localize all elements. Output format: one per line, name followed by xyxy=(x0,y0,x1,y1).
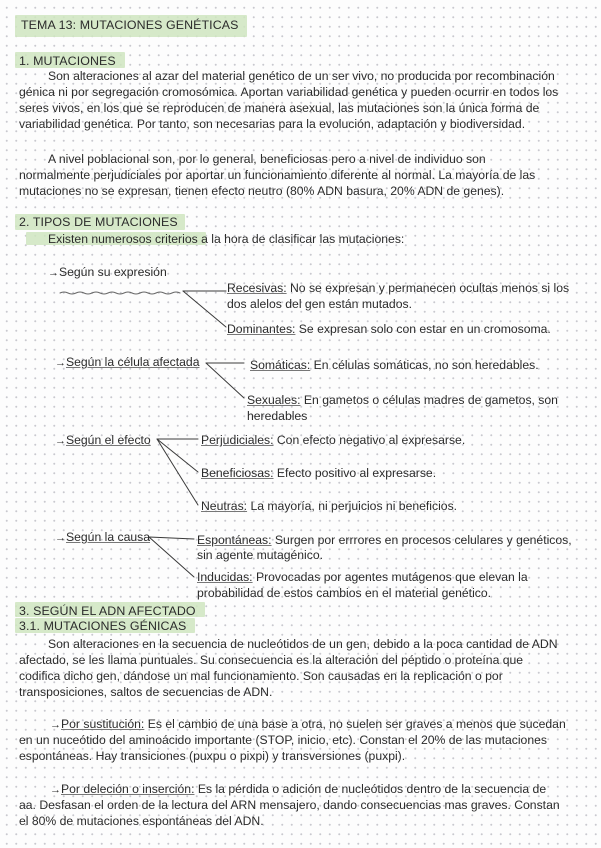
arrow-icon: → xyxy=(48,267,59,279)
causa-branch-line xyxy=(149,537,194,577)
sustitucion-text: Es el cambio de una base a otra, no suelen ser graves a menos que sucedan xyxy=(144,717,566,731)
delecion-term: Por deleción o inserción: xyxy=(61,782,195,796)
dominantes-text: Se expresan solo con estar en un cromosoma. xyxy=(295,322,551,336)
section-1-heading: 1. MUTACIONES xyxy=(19,54,116,68)
section-1-paragraph-2-line-3: mutaciones no se expresan, tienen efecto neutro (80% ADN basura, 20% ADN de genes). xyxy=(19,184,505,198)
beneficiosas-text: Efecto positivo al expresarse. xyxy=(273,466,437,480)
section-3-1-heading: 3.1. MUTACIONES GÉNICAS xyxy=(19,619,187,633)
criterion-expresion-text: Según su expresión xyxy=(59,265,167,279)
inducidas-line-2: probabilidad de estos cambios en el material genético. xyxy=(197,586,492,600)
dominantes-term: Dominantes: xyxy=(227,322,296,336)
efecto-branch-line xyxy=(157,439,198,505)
section-1-paragraph-2-line-1: A nivel poblacional son, por lo general, beneficiosas pero a nivel de individuo son xyxy=(48,152,486,166)
sexuales-line-2: heredables xyxy=(247,409,308,423)
section-1-paragraph-1-line-3: seres vivos, en los que se reproducen de manera asexual, las mutaciones son la única forma de xyxy=(19,101,540,115)
inducidas-text: Provocadas por agentes mutágenos que elevan la xyxy=(252,570,528,584)
efecto-branch-line xyxy=(157,439,198,472)
delecion-text: Es la pérdida o adición de nucleótidos dentro de la secuencia de xyxy=(194,782,547,796)
perjudiciales-text: Con efecto negativo al expresarse. xyxy=(273,433,466,447)
sexuales-text: En gametos o células madres de gametos, son xyxy=(300,393,558,407)
section-3-heading: 3. SEGÚN EL ADN AFECTADO xyxy=(19,604,196,618)
section-3-paragraph-line-1: Son alteraciones en la secuencia de nucleótidos de un gen, debido a la poca cantidad de ADN xyxy=(48,637,558,651)
recesivas-text: No se expresan y permanecen ocultas menos si los xyxy=(286,281,570,295)
sustitucion-line-2: en un nuceótido del aminoácido importante (STOP, inicio, etc). Constan el 20% de las mutaciones xyxy=(19,733,547,747)
section-3-paragraph-line-4: transposiciones, saltos de secuencias de ADN. xyxy=(19,685,273,699)
arrow-icon: → xyxy=(55,435,66,447)
criterion-celula-text: Según la célula afectada xyxy=(66,355,200,369)
section-1-paragraph-1-line-1: Son alteraciones al azar del material genético de un ser vivo, no producida por recombinación xyxy=(48,69,555,83)
criterion-causa-text: Según la causa xyxy=(66,530,151,544)
page-title: TEMA 13: MUTACIONES GENÉTICAS xyxy=(21,18,239,32)
arrow-icon: → xyxy=(50,784,61,796)
espontaneas-line-2: sin agente mutagénico. xyxy=(197,548,324,562)
neutras-text: La mayoría, ni perjuicios ni beneficios. xyxy=(247,499,458,513)
arrow-icon: → xyxy=(50,719,61,731)
arrow-icon: → xyxy=(55,357,66,369)
section-1-paragraph-2-line-2: normalmente perjudiciales por aportar un funcionamiento diferente al normal. La mayoría de las xyxy=(19,168,536,182)
sustitucion-term: Por sustitución: xyxy=(61,717,145,731)
arrow-icon: → xyxy=(55,532,66,544)
celula-branch-line xyxy=(206,363,244,398)
espontaneas-term: Espontáneas: xyxy=(197,533,272,547)
section-2-intro: Existen numerosos criterios a la hora de clasificar las mutaciones: xyxy=(48,232,405,246)
sustitucion-line-3: espontáneas. Hay transiciones (puxpu o pixpi) y transversiones (puxpi). xyxy=(19,749,406,763)
perjudiciales-term: Perjudiciales: xyxy=(201,433,274,447)
section-1-paragraph-1-line-2: génica ni por segregación cromosómica. Aportan variabilidad genética y pueden ocurrir en todos los xyxy=(19,85,559,99)
causa-branch-line xyxy=(149,537,194,539)
somaticas-term: Somáticas: xyxy=(250,358,311,372)
section-3-paragraph-line-3: codifica dicho gen, dándose un mal funcionamiento. Son causadas en la replicación o por xyxy=(19,669,503,683)
delecion-line-2: aa. Desfasan el orden de la lectura del ARN mensajero, dando consecuencias mas graves. Constan xyxy=(19,798,560,812)
neutras-term: Neutras: xyxy=(201,499,248,513)
delecion-line-3: el 80% de mutaciones espontáneas del ADN. xyxy=(19,814,264,828)
recesivas-term: Recesivas: xyxy=(227,281,287,295)
section-1-paragraph-1-line-4: variabilidad genética. Por tanto, son necesarias para la evolución, adaptación y biodiversidad. xyxy=(19,117,526,131)
espontaneas-text: Surgen por errrores en procesos celulares y genéticos, xyxy=(271,533,572,547)
somaticas-text: En células somáticas, no son heredables. xyxy=(310,358,539,372)
criterion-efecto-text: Según el efecto xyxy=(66,433,151,447)
section-2-heading: 2. TIPOS DE MUTACIONES xyxy=(19,215,178,229)
expresion-wavy-underline xyxy=(60,292,180,294)
inducidas-term: Inducidas: xyxy=(197,570,253,584)
beneficiosas-term: Beneficiosas: xyxy=(201,466,274,480)
expresion-branch-line xyxy=(183,291,226,327)
recesivas-line-2: dos alelos del gen están mutados. xyxy=(227,297,412,311)
section-3-paragraph-line-2: afectado, se les llama puntuales. Su consecuencia es la alteración del péptido o proteína que xyxy=(19,653,524,667)
sexuales-term: Sexuales: xyxy=(247,393,301,407)
